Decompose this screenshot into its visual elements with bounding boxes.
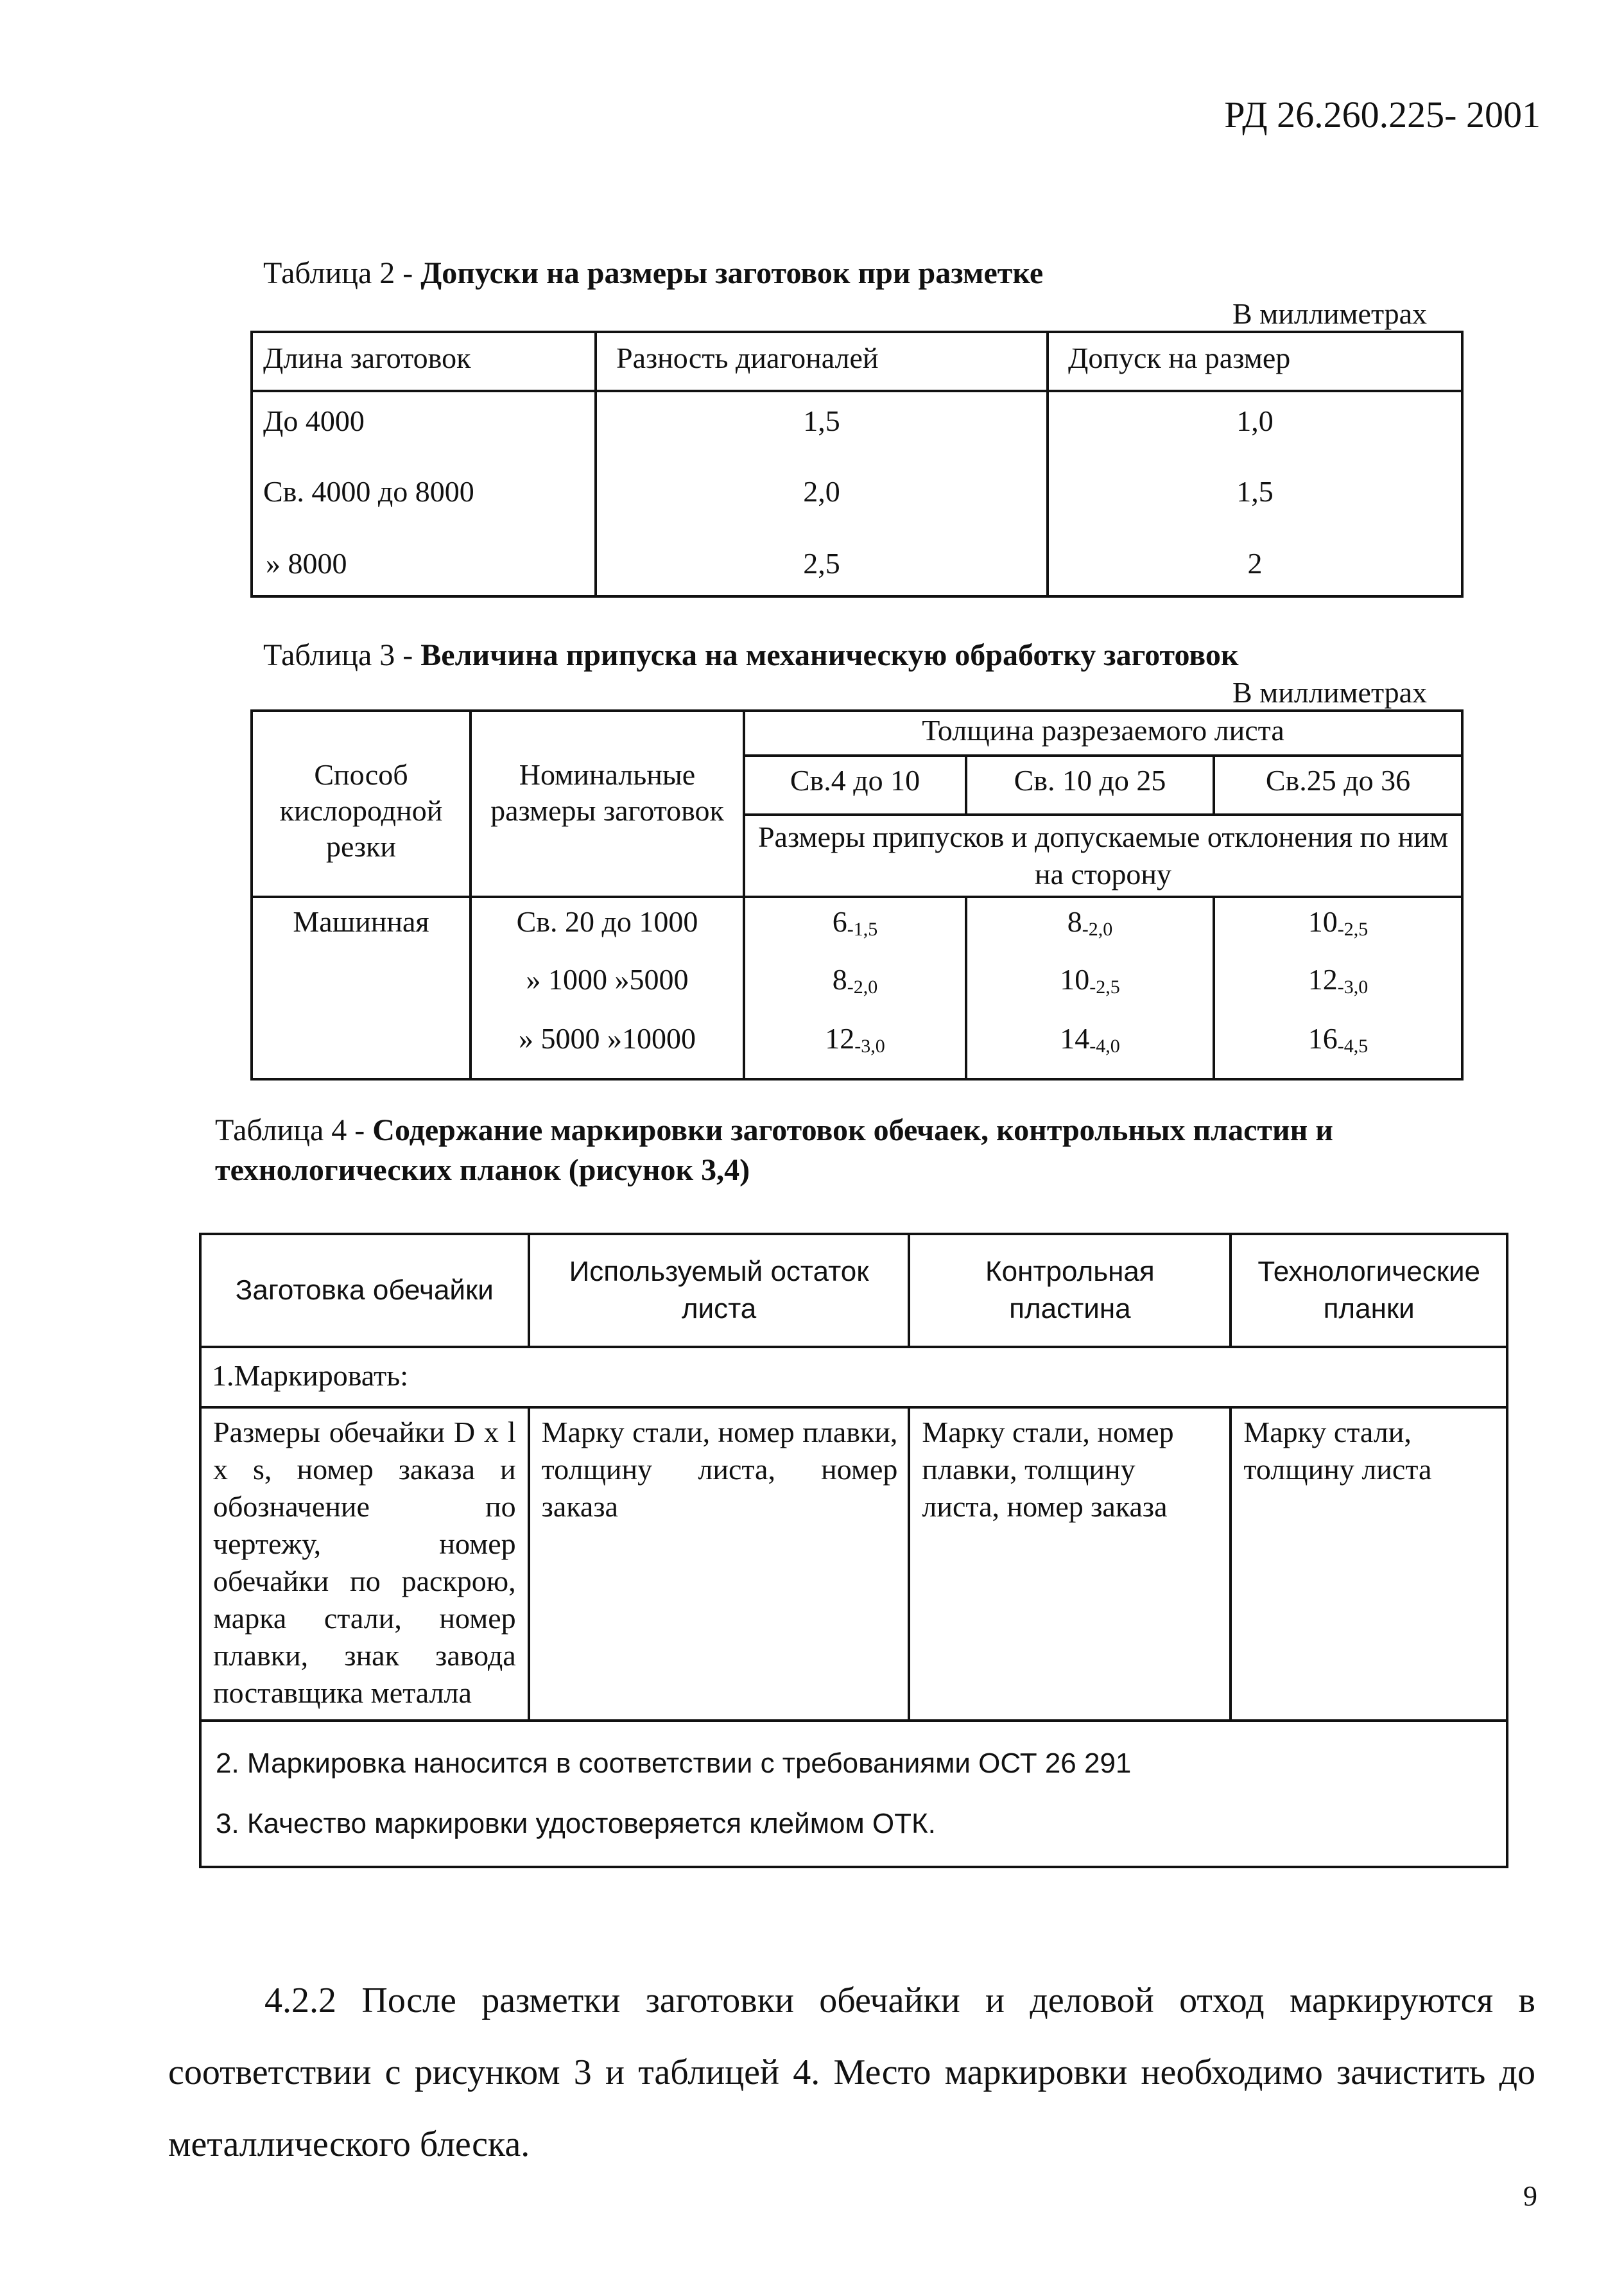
allowance-tolerance: -4,5 — [1337, 1036, 1369, 1057]
table2-cell-length: » 8000 — [252, 535, 596, 596]
table3-range: Св.25 до 36 — [1214, 756, 1462, 815]
allowance-value: 12 — [825, 1022, 855, 1055]
allowance-tolerance: -1,5 — [847, 919, 878, 940]
table2-header-diagonal: Разность диагоналей — [596, 332, 1048, 391]
allowance-value: 8 — [832, 963, 847, 996]
table4-section-title: 1.Маркировать: — [200, 1347, 1507, 1407]
table4-notes — [200, 1721, 1507, 1867]
table3-header-nominal: Номинальные размеры заготовок — [471, 711, 744, 897]
table3-value — [1214, 897, 1462, 956]
table3 — [250, 709, 1464, 1081]
table2-cell-tolerance: 1,0 — [1048, 391, 1462, 463]
allowance-value: 10 — [1308, 905, 1338, 938]
allowance-tolerance: -2,5 — [1089, 976, 1120, 998]
table3-value — [966, 897, 1214, 956]
table3-value — [744, 1015, 966, 1079]
table2-cell-diagonal: 2,5 — [596, 535, 1048, 596]
table3-value — [744, 956, 966, 1015]
allowance-tolerance: -4,0 — [1089, 1036, 1120, 1057]
table2-cell-tolerance: 1,5 — [1048, 463, 1462, 535]
allowance-value: 8 — [1067, 905, 1082, 938]
table3-range: Св.4 до 10 — [744, 756, 966, 815]
allowance-tolerance: -3,0 — [1337, 976, 1369, 998]
allowance-value: 10 — [1060, 963, 1090, 996]
table2 — [250, 331, 1464, 598]
table4-cell: Марку стали, толщину листа — [1231, 1407, 1507, 1721]
allowance-tolerance: -2,0 — [1082, 919, 1113, 940]
table2-header-tolerance: Допуск на размер — [1048, 332, 1462, 391]
table4-note: 2. Маркировка наносится в соответствии с требованиями ОСТ 26 291 — [216, 1748, 1132, 1779]
table4-header: Технологические планки — [1231, 1234, 1507, 1347]
table2-unit: В миллиметрах — [1232, 297, 1428, 330]
table2-cell-diagonal: 2,0 — [596, 463, 1048, 535]
allowance-value: 16 — [1308, 1022, 1338, 1055]
table4-header: Контрольная пластина — [909, 1234, 1231, 1347]
document-code: РД 26.260.225- 2001 — [1224, 94, 1541, 135]
table3-nominal: » 5000 »10000 — [471, 1015, 744, 1079]
table3-method-value: Машинная — [252, 897, 471, 1079]
allowance-tolerance: -2,0 — [847, 976, 878, 998]
table3-value — [744, 897, 966, 956]
table4-note: 3. Качество маркировки удостоверяется клеймом ОТК. — [216, 1808, 936, 1839]
table2-caption — [263, 254, 1043, 293]
table4-caption-prefix: Таблица 4 - — [215, 1113, 373, 1147]
table4-header: Заготовка обечайки — [200, 1234, 529, 1347]
allowance-value: 14 — [1060, 1022, 1090, 1055]
allowance-value: 6 — [832, 905, 847, 938]
table3-value — [1214, 956, 1462, 1015]
table3-nominal: Св. 20 до 1000 — [471, 897, 744, 956]
table3-header-method: Способ кислородной резки — [252, 711, 471, 897]
table4-caption-line1: Содержание маркировки заготовок обечаек, контрольных пластин и — [372, 1113, 1333, 1147]
table3-nominal: » 1000 »5000 — [471, 956, 744, 1015]
table4-cell: Марку стали, номер плавки, толщину листа, номер заказа — [529, 1407, 910, 1721]
table3-unit: В миллиметрах — [1232, 676, 1428, 709]
table3-caption-title: Величина припуска на механическую обработку заготовок — [420, 638, 1239, 672]
allowance-value: 12 — [1308, 963, 1338, 996]
table3-value — [966, 956, 1214, 1015]
table4-caption — [215, 1111, 1499, 1190]
table3-header-thickness: Толщина разрезаемого листа — [744, 711, 1462, 756]
paragraph-4-2-2: 4.2.2 После разметки заготовки обечайки и деловой отход маркируются в соответствии с рисунком 3 и таблицей 4. Место маркировки необходимо зачистить до металлического блеска. — [168, 1981, 1535, 2164]
page-number: 9 — [1523, 2180, 1537, 2212]
table2-cell-tolerance: 2 — [1048, 535, 1462, 596]
table3-caption-prefix: Таблица 3 - — [263, 638, 421, 672]
table2-caption-title: Допуски на размеры заготовок при разметке — [420, 256, 1044, 290]
table2-cell-length: До 4000 — [252, 391, 596, 463]
table3-value — [966, 1015, 1214, 1079]
table4 — [199, 1233, 1508, 1868]
table3-value — [1214, 1015, 1462, 1079]
table3-allowance-header: Размеры припусков и допускаемые отклонения по ним на сторону — [744, 815, 1462, 897]
table2-cell-length: Св. 4000 до 8000 — [252, 463, 596, 535]
table4-header: Используемый остаток листа — [529, 1234, 910, 1347]
table3-caption — [263, 636, 1239, 675]
table2-cell-diagonal: 1,5 — [596, 391, 1048, 463]
allowance-tolerance: -2,5 — [1337, 919, 1369, 940]
table4-caption-line2: технологических планок (рисунок 3,4) — [215, 1153, 750, 1187]
table2-header-length: Длина заготовок — [252, 332, 596, 391]
table3-range: Св. 10 до 25 — [966, 756, 1214, 815]
table2-caption-prefix: Таблица 2 - — [263, 256, 421, 290]
table4-cell: Размеры обечайки D x l x s, номер заказа и обозначение по чертежу, номер обечайки по раскрою, марка стали, номер плавки, знак завода поставщика металла — [200, 1407, 529, 1721]
allowance-tolerance: -3,0 — [854, 1036, 885, 1057]
table4-cell: Марку стали, номер плавки, толщину листа, номер заказа — [909, 1407, 1231, 1721]
